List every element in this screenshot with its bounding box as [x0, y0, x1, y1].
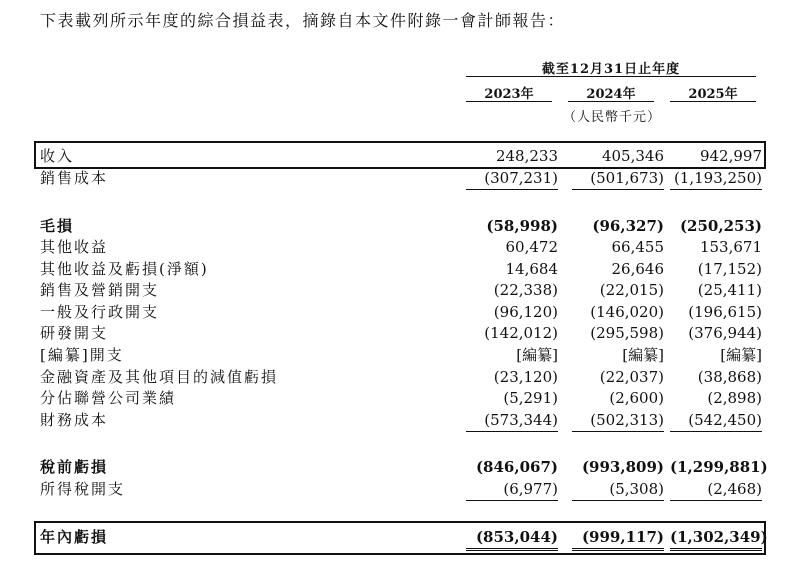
row-label: 所得稅開支 [40, 480, 126, 498]
row-label: 研發開支 [40, 324, 109, 342]
table-row [40, 168, 760, 189]
table-row [40, 216, 760, 237]
value-2024: (22,037) [599, 368, 664, 386]
table-row [40, 146, 760, 167]
table-row [40, 410, 760, 431]
value-2024: (2,600) [609, 389, 664, 407]
value-2023: (6,977) [466, 479, 558, 501]
value-2024: [編纂] [622, 346, 664, 364]
table-row [40, 323, 760, 344]
value-2025: (38,868) [697, 368, 762, 386]
year-header-2023: 2023年 [484, 87, 534, 102]
period-header: 截至12月31日止年度 [541, 62, 681, 77]
value-2023: (853,044) [466, 527, 558, 551]
value-2024: (501,673) [572, 168, 664, 190]
value-2025: 942,997 [699, 147, 762, 165]
value-2025: (376,944) [688, 324, 762, 342]
row-label: 其他收益及虧損(淨額) [40, 260, 209, 278]
value-2024: 26,646 [611, 260, 664, 278]
value-2025: (2,468) [670, 479, 762, 501]
value-2023: [編纂] [516, 346, 558, 364]
value-2024: (999,117) [572, 527, 664, 551]
value-2023: (307,231) [466, 168, 558, 190]
value-2023: (573,344) [466, 410, 558, 432]
value-2024: 66,455 [611, 238, 664, 256]
value-2024: (295,598) [590, 324, 664, 342]
unit-label: （人民幣千元） [562, 110, 661, 125]
row-label: 銷售及營銷開支 [40, 281, 160, 299]
value-2023: (22,338) [493, 281, 558, 299]
value-2025: [編纂] [720, 346, 762, 364]
value-2025: (2,898) [707, 389, 762, 407]
value-2023: (5,291) [503, 389, 558, 407]
value-2025: (1,302,349) [670, 527, 762, 551]
table-row [40, 302, 760, 323]
year-header-rule [568, 101, 654, 102]
intro-text: 下表載列所示年度的綜合損益表，摘錄自本文件附錄一會計師報告： [40, 11, 566, 30]
value-2025: (542,450) [670, 410, 762, 432]
table-row [40, 479, 760, 500]
value-2023: (846,067) [475, 458, 558, 476]
year-header-2025: 2025年 [688, 87, 738, 102]
row-label: [編纂]開支 [40, 346, 124, 364]
row-label: 年內虧損 [40, 528, 109, 546]
value-2024: (146,020) [590, 303, 664, 321]
row-label: 毛損 [40, 217, 75, 235]
year-header-2024: 2024年 [586, 87, 636, 102]
row-label: 財務成本 [40, 411, 109, 429]
value-2025: (25,411) [697, 281, 762, 299]
value-2023: 248,233 [495, 147, 558, 165]
table-row [40, 457, 768, 478]
value-2025: 153,671 [699, 238, 762, 256]
year-header-rule [670, 101, 756, 102]
table-row [40, 527, 768, 548]
row-label: 其他收益 [40, 238, 109, 256]
value-2023: (96,120) [493, 303, 558, 321]
row-label: 分佔聯營公司業績 [40, 389, 177, 407]
value-2024: (993,809) [581, 458, 664, 476]
value-2023: 60,472 [505, 238, 558, 256]
table-row [40, 280, 760, 301]
value-2023: (23,120) [493, 368, 558, 386]
value-2025: (196,615) [688, 303, 762, 321]
value-2025: (250,253) [679, 217, 762, 235]
row-label: 一般及行政開支 [40, 303, 160, 321]
value-2024: (22,015) [599, 281, 664, 299]
period-header-rule [466, 76, 756, 77]
value-2025: (1,193,250) [670, 168, 762, 190]
row-label: 稅前虧損 [40, 458, 109, 476]
value-2024: (96,327) [592, 217, 664, 235]
year-header-rule [466, 101, 552, 102]
row-label: 金融資產及其他項目的減值虧損 [40, 368, 279, 386]
value-2025: (1,299,881) [670, 458, 768, 476]
value-2023: (58,998) [486, 217, 558, 235]
value-2024: (5,308) [572, 479, 664, 501]
row-label: 銷售成本 [40, 169, 109, 187]
value-2024: 405,346 [601, 147, 664, 165]
table-row [40, 388, 760, 409]
value-2025: (17,152) [697, 260, 762, 278]
value-2023: 14,684 [505, 260, 558, 278]
table-row [40, 367, 760, 388]
table-row [40, 259, 760, 280]
row-label: 收入 [40, 147, 75, 165]
value-2023: (142,012) [484, 324, 558, 342]
table-row [40, 345, 760, 366]
value-2024: (502,313) [572, 410, 664, 432]
table-row [40, 237, 760, 258]
